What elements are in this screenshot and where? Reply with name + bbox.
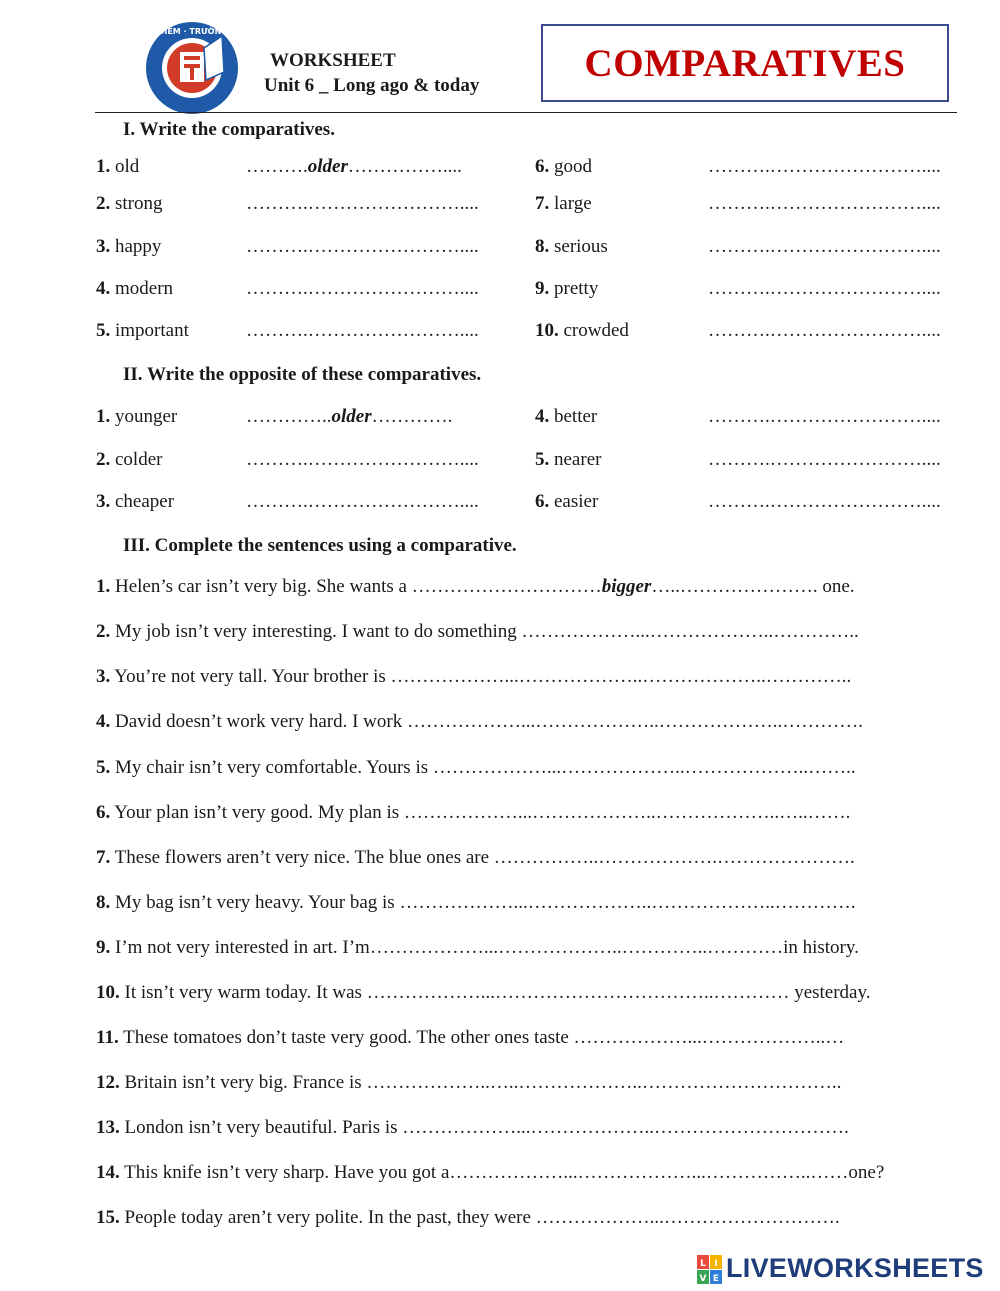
sentence-row[interactable] xyxy=(96,1072,841,1094)
item-number: 8. xyxy=(535,236,550,257)
sentence-number: 10. xyxy=(96,982,120,1003)
item-number: 1. xyxy=(96,156,111,177)
answer-dots-before: ……….…………………….... xyxy=(246,449,479,470)
sentence-text: These tomatoes don’t taste very good. The other ones taste ………………...………………..… xyxy=(123,1027,845,1048)
sentence-row[interactable] xyxy=(96,1162,884,1184)
answer-dots-before: ……….…………………….... xyxy=(708,449,941,470)
badge-letter-i: I xyxy=(714,1259,718,1269)
item-word: strong xyxy=(115,193,163,214)
item-number: 3. xyxy=(96,491,111,512)
item-word: large xyxy=(554,193,592,214)
answer-dots-before: ………. xyxy=(246,156,308,177)
item-number: 5. xyxy=(96,320,111,341)
answer-field[interactable] xyxy=(708,278,941,300)
sentence-text: It isn’t very warm today. It was ………………...……………………………..………… yesterday. xyxy=(124,982,871,1003)
sentence-row[interactable] xyxy=(96,576,855,598)
answer-dots-before: ……….…………………….... xyxy=(246,491,479,512)
sentence-text: Your plan isn’t very good. My plan is ………………...………………..………………..…..……. xyxy=(114,802,851,823)
item-word: happy xyxy=(115,236,162,257)
item-word: nearer xyxy=(554,449,602,470)
item-label xyxy=(96,406,177,428)
answer-field[interactable] xyxy=(246,193,479,215)
item-number: 2. xyxy=(96,193,111,214)
logo-ring-text: ĐOÀN THỊ ĐIỂM · TRƯỜNG TIỂU HỌC xyxy=(110,27,274,36)
sentence-row[interactable] xyxy=(96,937,859,959)
item-label xyxy=(535,320,629,342)
item-word: pretty xyxy=(554,278,599,299)
item-label xyxy=(96,491,174,513)
sentence-text: My chair isn’t very comfortable. Yours is ………………...………………..………………..…….. xyxy=(115,757,856,778)
item-label xyxy=(96,193,163,215)
sentence-row[interactable] xyxy=(96,802,850,824)
item-word: colder xyxy=(115,449,163,470)
sentence-row[interactable] xyxy=(96,892,855,914)
item-label xyxy=(96,320,189,342)
item-word: serious xyxy=(554,236,608,257)
item-number: 4. xyxy=(535,406,550,427)
item-label xyxy=(535,236,608,258)
sentence-text: David doesn’t work very hard. I work ………………...………………..………………..…………. xyxy=(115,711,863,732)
section3-heading: III. Complete the sentences using a comparative. xyxy=(123,535,517,556)
sentence-number: 2. xyxy=(96,621,111,642)
item-word: younger xyxy=(115,406,178,427)
answer-dots-before: ………….. xyxy=(246,406,332,427)
sentence-number: 9. xyxy=(96,937,111,958)
school-logo xyxy=(110,18,274,118)
answer-dots-before: ……….…………………….... xyxy=(708,320,941,341)
answer-text: older xyxy=(331,406,372,427)
item-number: 1. xyxy=(96,406,111,427)
answer-field[interactable] xyxy=(246,236,479,258)
sentence-number: 14. xyxy=(96,1162,120,1183)
sentence-text: My job isn’t very interesting. I want to do something ………………...………………..………….. xyxy=(115,621,859,642)
answer-dots-after: …………….... xyxy=(347,156,462,177)
badge-letter-e: E xyxy=(712,1274,720,1284)
item-label xyxy=(535,156,592,178)
sentence-text: This knife isn’t very sharp. Have you got a………………...………………...……………..……one? xyxy=(124,1162,885,1183)
answer-field[interactable] xyxy=(708,491,941,513)
sentence-number: 3. xyxy=(96,666,111,687)
liveworksheets-badge xyxy=(697,1255,723,1285)
answer-field[interactable] xyxy=(246,491,479,513)
sentence-row[interactable] xyxy=(96,1207,840,1229)
sentence-after: …..…………………. one. xyxy=(651,576,855,597)
item-label xyxy=(535,449,601,471)
item-label xyxy=(535,193,592,215)
item-number: 3. xyxy=(96,236,111,257)
sentence-answer: bigger xyxy=(601,576,652,597)
item-number: 6. xyxy=(535,491,550,512)
item-label xyxy=(96,156,139,178)
sentence-text: Britain isn’t very big. France is ………………..…..………………..………………………….. xyxy=(124,1072,842,1093)
answer-dots-after: …………. xyxy=(371,406,453,427)
sentence-number: 12. xyxy=(96,1072,120,1093)
sentence-number: 6. xyxy=(96,802,111,823)
sentence-text: You’re not very tall. Your brother is ………………...………………..………………..………….. xyxy=(114,666,852,687)
item-word: good xyxy=(554,156,592,177)
sentence-row[interactable] xyxy=(96,666,851,688)
sentence-number: 7. xyxy=(96,847,111,868)
item-word: easier xyxy=(554,491,599,512)
section2-heading: II. Write the opposite of these comparatives. xyxy=(123,364,482,385)
answer-dots-before: ……….…………………….... xyxy=(708,491,941,512)
sentence-text: These flowers aren’t very nice. The blue ones are ……………..……………….…………………. xyxy=(114,847,855,868)
answer-dots-before: ……….…………………….... xyxy=(246,320,479,341)
answer-dots-before: ……….…………………….... xyxy=(708,278,941,299)
unit-label: Unit 6 _ Long ago & today xyxy=(264,75,480,96)
sentence-text: London isn’t very beautiful. Paris is ………………...………………..…………………………. xyxy=(124,1117,849,1138)
item-word: crowded xyxy=(563,320,629,341)
answer-field[interactable] xyxy=(708,156,941,178)
item-word: cheaper xyxy=(115,491,175,512)
sentence-number: 5. xyxy=(96,757,111,778)
answer-field[interactable] xyxy=(708,406,941,428)
answer-field[interactable] xyxy=(708,193,941,215)
sentence-row[interactable] xyxy=(96,982,871,1004)
answer-dots-before: ……….…………………….... xyxy=(708,236,941,257)
sentence-row[interactable] xyxy=(96,757,856,779)
item-label xyxy=(535,278,598,300)
answer-field[interactable] xyxy=(708,449,941,471)
item-number: 6. xyxy=(535,156,550,177)
item-word: modern xyxy=(115,278,174,299)
sentence-row[interactable] xyxy=(96,711,863,733)
answer-field[interactable] xyxy=(246,278,479,300)
answer-field[interactable] xyxy=(246,449,479,471)
answer-field[interactable] xyxy=(708,320,941,342)
item-label xyxy=(535,491,598,513)
answer-dots-before: ……….…………………….... xyxy=(246,236,479,257)
answer-dots-before: ……….…………………….... xyxy=(708,156,941,177)
answer-dots-before: ……….…………………….... xyxy=(246,193,479,214)
sentence-row[interactable] xyxy=(96,847,855,869)
item-number: 4. xyxy=(96,278,111,299)
answer-text: older xyxy=(307,156,348,177)
item-number: 9. xyxy=(535,278,550,299)
badge-letter-v: V xyxy=(699,1274,707,1284)
item-word: important xyxy=(115,320,189,341)
sentence-number: 8. xyxy=(96,892,111,913)
sentence-text: Helen’s car isn’t very big. She wants a ………………………… xyxy=(115,576,602,597)
sentence-text: My bag isn’t very heavy. Your bag is ………………...………………..………………..…………. xyxy=(115,892,856,913)
item-number: 7. xyxy=(535,193,550,214)
header-divider xyxy=(95,112,957,113)
item-label xyxy=(96,449,162,471)
sentence-number: 13. xyxy=(96,1117,120,1138)
badge-letter-l: L xyxy=(700,1259,706,1269)
page-title: COMPARATIVES xyxy=(584,41,906,85)
answer-field[interactable] xyxy=(708,236,941,258)
section1-heading: I. Write the comparatives. xyxy=(123,119,335,140)
answer-dots-before: ……….…………………….... xyxy=(708,406,941,427)
worksheet-label: WORKSHEET xyxy=(270,50,396,71)
item-number: 2. xyxy=(96,449,111,470)
item-number: 10. xyxy=(535,320,559,341)
item-label xyxy=(96,278,173,300)
liveworksheets-brand[interactable]: LIVEWORKSHEETS xyxy=(726,1253,984,1283)
header-text xyxy=(264,48,479,98)
sentence-row[interactable] xyxy=(96,1117,849,1139)
answer-dots-before: ……….…………………….... xyxy=(708,193,941,214)
sentence-text: People today aren’t very polite. In the past, they were ………………...………………………. xyxy=(124,1207,840,1228)
sentence-row[interactable] xyxy=(96,621,859,643)
item-word: better xyxy=(554,406,598,427)
sentence-number: 11. xyxy=(96,1027,119,1048)
sentence-number: 15. xyxy=(96,1207,120,1228)
sentence-row[interactable] xyxy=(96,1027,844,1049)
sentence-number: 4. xyxy=(96,711,111,732)
sentence-number: 1. xyxy=(96,576,111,597)
item-label xyxy=(96,236,161,258)
answer-field[interactable] xyxy=(246,406,452,428)
item-label xyxy=(535,406,597,428)
title-box xyxy=(541,24,949,102)
sentence-text: I’m not very interested in art. I’m………………...………………..…………..…………in history. xyxy=(115,937,859,958)
answer-field[interactable] xyxy=(246,156,462,178)
answer-dots-before: ……….…………………….... xyxy=(246,278,479,299)
item-word: old xyxy=(115,156,140,177)
answer-field[interactable] xyxy=(246,320,479,342)
item-number: 5. xyxy=(535,449,550,470)
